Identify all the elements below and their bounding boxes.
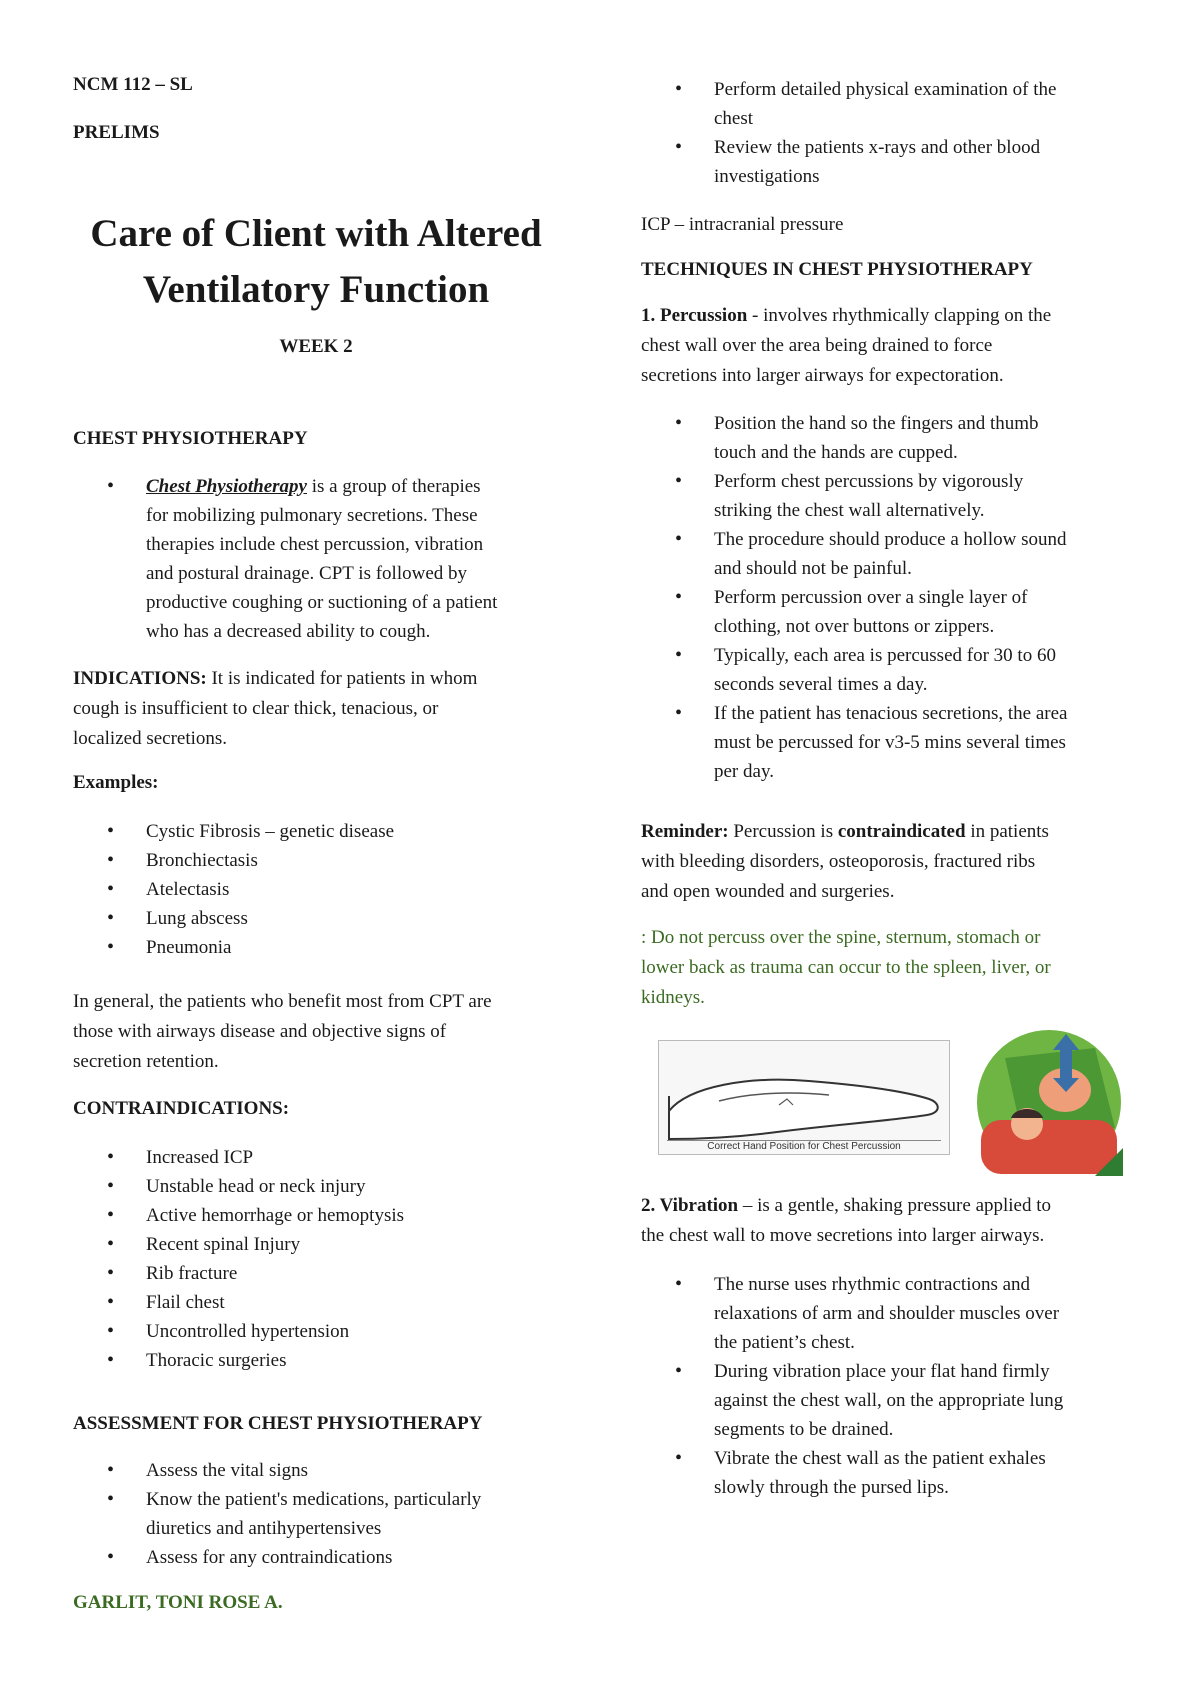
list-item: • Review the patients x-rays and other blood investigations <box>641 133 1131 191</box>
list-item: • Flail chest <box>73 1288 573 1317</box>
list-item: • Chest Physiotherapy is a group of therapies for mobilizing pulmonary secretions. These therapies include chest percussion, vibration and postural drainage. CPT is followed by productive coughing or suctioning of a patient who has a decreased ability to cough. <box>73 472 573 646</box>
reminder-paragraph: Reminder: Percussion is contraindicated in patients with bleeding disorders, osteoporosis, fractured ribs and open wounded and surgeries. <box>641 821 1049 902</box>
course-code: NCM 112 – SL <box>73 74 193 95</box>
list-item: • Assess the vital signs <box>73 1456 573 1485</box>
list-item: • Cystic Fibrosis – genetic disease <box>73 817 573 846</box>
list-item: • Typically, each area is percussed for 30 to 60 seconds several times a day. <box>641 641 1131 699</box>
hand-position-image <box>658 1040 950 1155</box>
reminder-label: Reminder: <box>641 821 729 842</box>
list-item: • Perform chest percussions by vigorously striking the chest wall alternatively. <box>641 467 1131 525</box>
cpt-definition-list <box>73 472 573 646</box>
week-label: WEEK 2 <box>279 336 353 357</box>
term-label: PRELIMS <box>73 122 160 143</box>
indications-paragraph: INDICATIONS: It is indicated for patients in whom cough is insufficient to clear thick, tenacious, or localized secretions. <box>73 668 478 749</box>
percussion-label: 1. Percussion <box>641 305 748 326</box>
list-item: • Position the hand so the fingers and thumb touch and the hands are cupped. <box>641 409 1131 467</box>
list-item: • If the patient has tenacious secretions, the area must be percussed for v3-5 mins several times per day. <box>641 699 1131 786</box>
list-item: • Vibrate the chest wall as the patient exhales slowly through the pursed lips. <box>641 1444 1131 1502</box>
assessment-list <box>73 1456 573 1572</box>
cpt-term: Chest Physiotherapy <box>146 476 307 497</box>
percussion-paragraph: 1. Percussion - involves rhythmically clapping on the chest wall over the area being drained to force secretions into larger airways for expectoration. <box>641 305 1052 386</box>
image-caption: Correct Hand Position for Chest Percussion <box>667 1140 941 1152</box>
list-item: • Active hemorrhage or hemoptysis <box>73 1201 573 1230</box>
icp-note: ICP – intracranial pressure <box>641 214 844 235</box>
list-item: • Lung abscess <box>73 904 573 933</box>
list-item: • During vibration place your flat hand firmly against the chest wall, on the appropriate lung segments to be drained. <box>641 1357 1131 1444</box>
list-item: • Pneumonia <box>73 933 573 962</box>
cupped-hand-illustration <box>659 1041 949 1154</box>
list-item: • Rib fracture <box>73 1259 573 1288</box>
list-item: • Know the patient's medications, particularly diuretics and antihypertensives <box>73 1485 573 1543</box>
percussion-warning: : Do not percuss over the spine, sternum, stomach or lower back as trauma can occur to the spleen, liver, or kidneys. <box>641 927 1051 1008</box>
list-item: • Bronchiectasis <box>73 846 573 875</box>
patient-percussion-icon <box>975 1028 1123 1176</box>
list-item: • Recent spinal Injury <box>73 1230 573 1259</box>
list-item: • Uncontrolled hypertension <box>73 1317 573 1346</box>
list-item: • The nurse uses rhythmic contractions and relaxations of arm and shoulder muscles over the patient’s chest. <box>641 1270 1131 1357</box>
examples-list <box>73 817 573 962</box>
assessment-cont-list <box>641 75 1131 191</box>
vibration-paragraph: 2. Vibration – is a gentle, shaking pressure applied to the chest wall to move secretions into larger airways. <box>641 1195 1052 1246</box>
percussion-list <box>641 409 1131 786</box>
author-footer: GARLIT, TONI ROSE A. <box>73 1592 283 1613</box>
list-item: • The procedure should produce a hollow sound and should not be painful. <box>641 525 1131 583</box>
chest-physio-heading: CHEST PHYSIOTHERAPY <box>73 428 308 449</box>
list-item: • Unstable head or neck injury <box>73 1172 573 1201</box>
vibration-list <box>641 1270 1131 1502</box>
vibration-label: 2. Vibration <box>641 1195 739 1216</box>
page-title <box>66 206 566 318</box>
contraindications-list <box>73 1143 573 1375</box>
list-item: • Atelectasis <box>73 875 573 904</box>
examples-label: Examples: <box>73 772 159 793</box>
list-item: • Perform detailed physical examination of the chest <box>641 75 1131 133</box>
list-item: • Perform percussion over a single layer of clothing, not over buttons or zippers. <box>641 583 1131 641</box>
indications-label: INDICATIONS: <box>73 668 207 689</box>
vibration-icon-image <box>975 1028 1123 1176</box>
general-paragraph: In general, the patients who benefit most from CPT are those with airways disease and objective signs of secretion retention. <box>73 991 492 1072</box>
title-line-1: Care of Client with Altered <box>90 212 542 255</box>
techniques-heading: TECHNIQUES IN CHEST PHYSIOTHERAPY <box>641 259 1033 280</box>
list-item: • Thoracic surgeries <box>73 1346 573 1375</box>
list-item: • Increased ICP <box>73 1143 573 1172</box>
list-item: • Assess for any contraindications <box>73 1543 573 1572</box>
title-line-2: Ventilatory Function <box>142 268 490 311</box>
contraindications-heading: CONTRAINDICATIONS: <box>73 1098 290 1119</box>
assessment-heading: ASSESSMENT FOR CHEST PHYSIOTHERAPY <box>73 1413 483 1434</box>
